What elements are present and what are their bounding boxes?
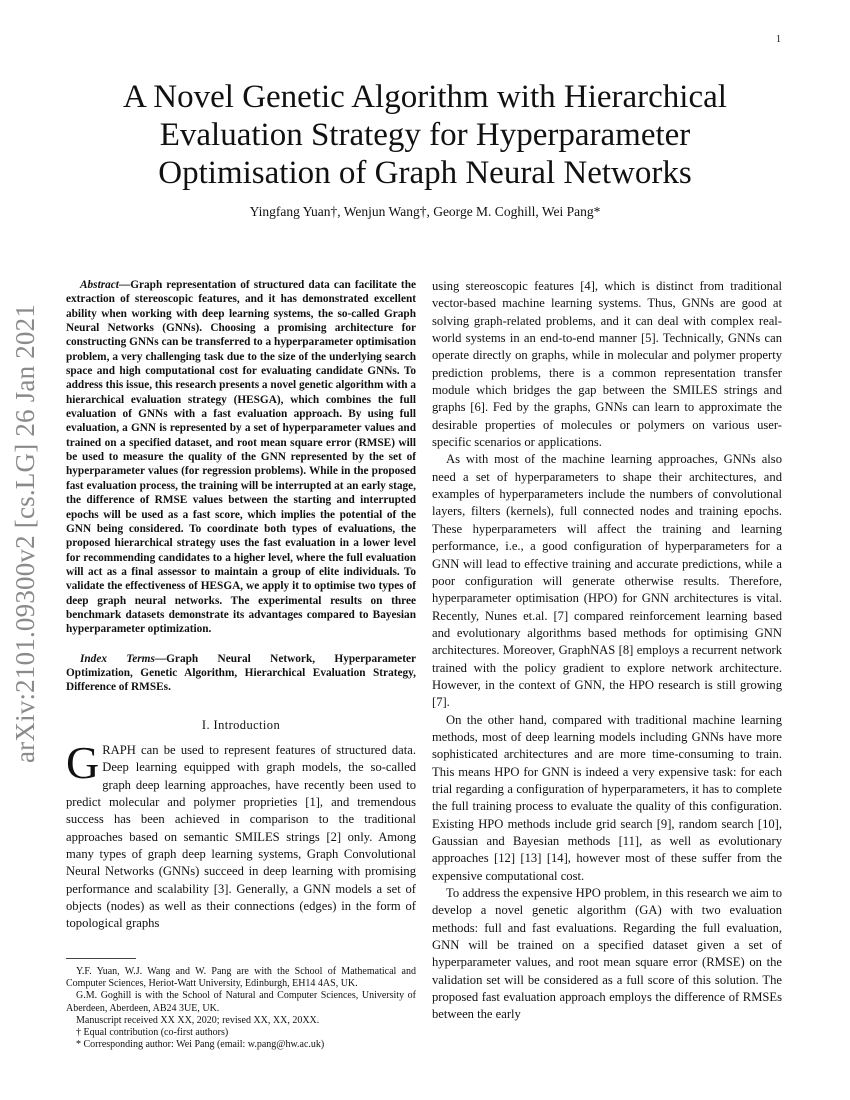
intro-paragraph-1-text: RAPH can be used to represent features of structured data. Deep learning equipped with graph models, the so-called graph deep learning approaches, have recently been used to predict molecular and polymer proprieties [1], and tremendous success has been achieved in comparison to the traditional approaches based on semantic SMILES strings [2] only. Among many types of graph deep learning systems, Graph Convolutional Neural Networks (GNNs) succeed in deep learning with promising performance and scalability [3]. Generally, a GNN models a set of objects (nodes) as well as their connections (edges) in the form of topological graphs [66,742,416,931]
abstract-text: —Graph representation of structured data can facilitate the extraction of stereoscopic features, and it has demonstrated excellent ability when working with deep learning systems, the so-called Graph Neural Networks (GNNs). Choosing a promising architecture for constructing GNNs can be transferred to a hyperparameter optimisation problem, a very challenging task due to the size of the underlying search space and high computational cost for evaluating candidate GNNs. To address this issue, this research presents a novel genetic algorithm with a hierarchical evaluation strategy (HESGA), which combines the full evaluation of GNNs with a fast evaluation approach. By using full evaluation, a GNN is represented by a set of hyperparameter values and trained on a specified dataset, and root mean square error (RMSE) will be used to measure the quality of the GNN represented by the set of hyperparameter values (for regression problems). While in the proposed fast evaluation process, the training will be interrupted at an early stage, the difference of RMSE values between the starting and interrupted epochs will be used as a fast score, which implies the potential of the GNN being considered. To coordinate both types of evaluations, the proposed hierarchical strategy uses the fast evaluation in a lower level for recommending candidates to a higher level, where the full evaluation will act as a final assessor to maintain a group of elite individuals. To validate the effectiveness of HESGA, we apply it to optimise two types of deep graph neural networks. The experimental results on three benchmark datasets demonstrate its advantages compared to Bayesian hyperparameter optimization. [66,279,416,636]
footnote-affiliation-2: G.M. Goghill is with the School of Natural and Computer Sciences, University of Aberdeen, Aberdeen, AB24 3UE, UK. [66,990,416,1014]
index-terms [66,652,416,695]
intro-paragraph-4: To address the expensive HPO problem, in this research we aim to develop a novel genetic algorithm (GA) with two evaluation methods: full and fast evaluations. Regarding the full evaluation, GNN will be trained on a specified dataset given a set of hyperparameter values, and root mean square error (RMSE) on the validation set will be considered as a full score of this solution. The proposed fast evaluation approach employs the difference of RMSEs between the early [432,886,782,1022]
arxiv-id-text: arXiv:2101.09300v2 [cs.LG] 26 Jan 2021 [10,303,40,763]
author-list: Yingfang Yuan†, Wenjun Wang†, George M. Coghill, Wei Pang* [249,204,601,219]
page-number: 1 [776,34,781,45]
intro-paragraph-1-continued: using stereoscopic features [4], which is distinct from traditional vector-based machine learning systems. Thus, GNNs are good at solving graph-related problems, and it can deal with complex real-world systems in an end-to-end manner [5]. Technically, GNNs can operate directly on graphs, while in molecular and polymer property prediction problems, there is a common representation transfer module which bridges the gap between the SMILES strings and graphs [6]. Fed by the graphs, GNNs can learn to approximate the desirable properties of molecules or polymers on various user-specific scenarios or applications. [432,279,782,450]
index-terms-text: —Graph Neural Network, Hyperparameter Optimization, Genetic Algorithm, Hierarchical Evaluation Strategy, Difference of RMSEs. [66,652,416,694]
footnote-affiliation-1: Y.F. Yuan, W.J. Wang and W. Pang are with the School of Mathematical and Computer Sciences, Heriot-Watt University, Edinburgh, EH14 4AS, UK. [66,966,416,990]
footnote-divider [66,958,136,959]
paper-title: A Novel Genetic Algorithm with Hierarchical Evaluation Strategy for Hyperparameter Optimisation of Graph Neural Networks [123,79,727,191]
footnotes [66,966,416,1051]
abstract-lead: Abstract [80,279,119,291]
intro-paragraph-1 [66,736,416,933]
left-column [66,278,416,933]
index-terms-lead: Index Terms [80,652,155,665]
footnote-manuscript: Manuscript received XX XX, 2020; revised XX, XX, 20XX. [76,1014,320,1026]
footnote-corresponding-author: * Corresponding author: Wei Pang (email: w.pang@hw.ac.uk) [76,1039,325,1051]
abstract [66,278,416,637]
intro-paragraph-2: As with most of the machine learning approaches, GNNs also need a set of hyperparameters to shape their architectures, and examples of hyperparameters include the numbers of convolutional layers, filters (kernels), full connected nodes and training epochs. These hyperparameters will affect the training and learning performance, i.e., a good configuration of hyperparameters for a GNN will lead to effective training and accurate predictions, while a poor configuration will generate otherwise results. Therefore, hyperparameter optimisation (HPO) for GNN architectures is vital. Recently, Nunes et.al. [7] compared reinforcement learning based and evolutionary algorithms based methods for optimising GNN architectures. Moreover, GraphNAS [8] employs a recurrent network trained with the policy gradient to explore network architecture. However, in the context of GNN, the HPO research is still growing [7]. [432,452,782,710]
right-column [432,278,782,1024]
intro-paragraph-3: On the other hand, compared with traditional machine learning methods, most of deep learning models including GNNs have more sophisticated architectures and are more time-consuming to train. This means HPO for GNN is indeed a very expensive task: for each trial regarding a configuration of hyperparameters, it has to complete the full training process to evaluate the quality of this configuration. Existing HPO methods include grid search [9], random search [10], Gaussian and Bayesian methods [11], as well as evolutionary approaches [12] [13] [14], however most of these suffer from the expensive computational cost. [432,712,782,883]
arxiv-watermark [2,295,54,765]
drop-cap: G [66,736,100,788]
section-heading-introduction: I. Introduction [201,717,281,732]
footnote-equal-contribution: † Equal contribution (co-first authors) [76,1027,229,1039]
